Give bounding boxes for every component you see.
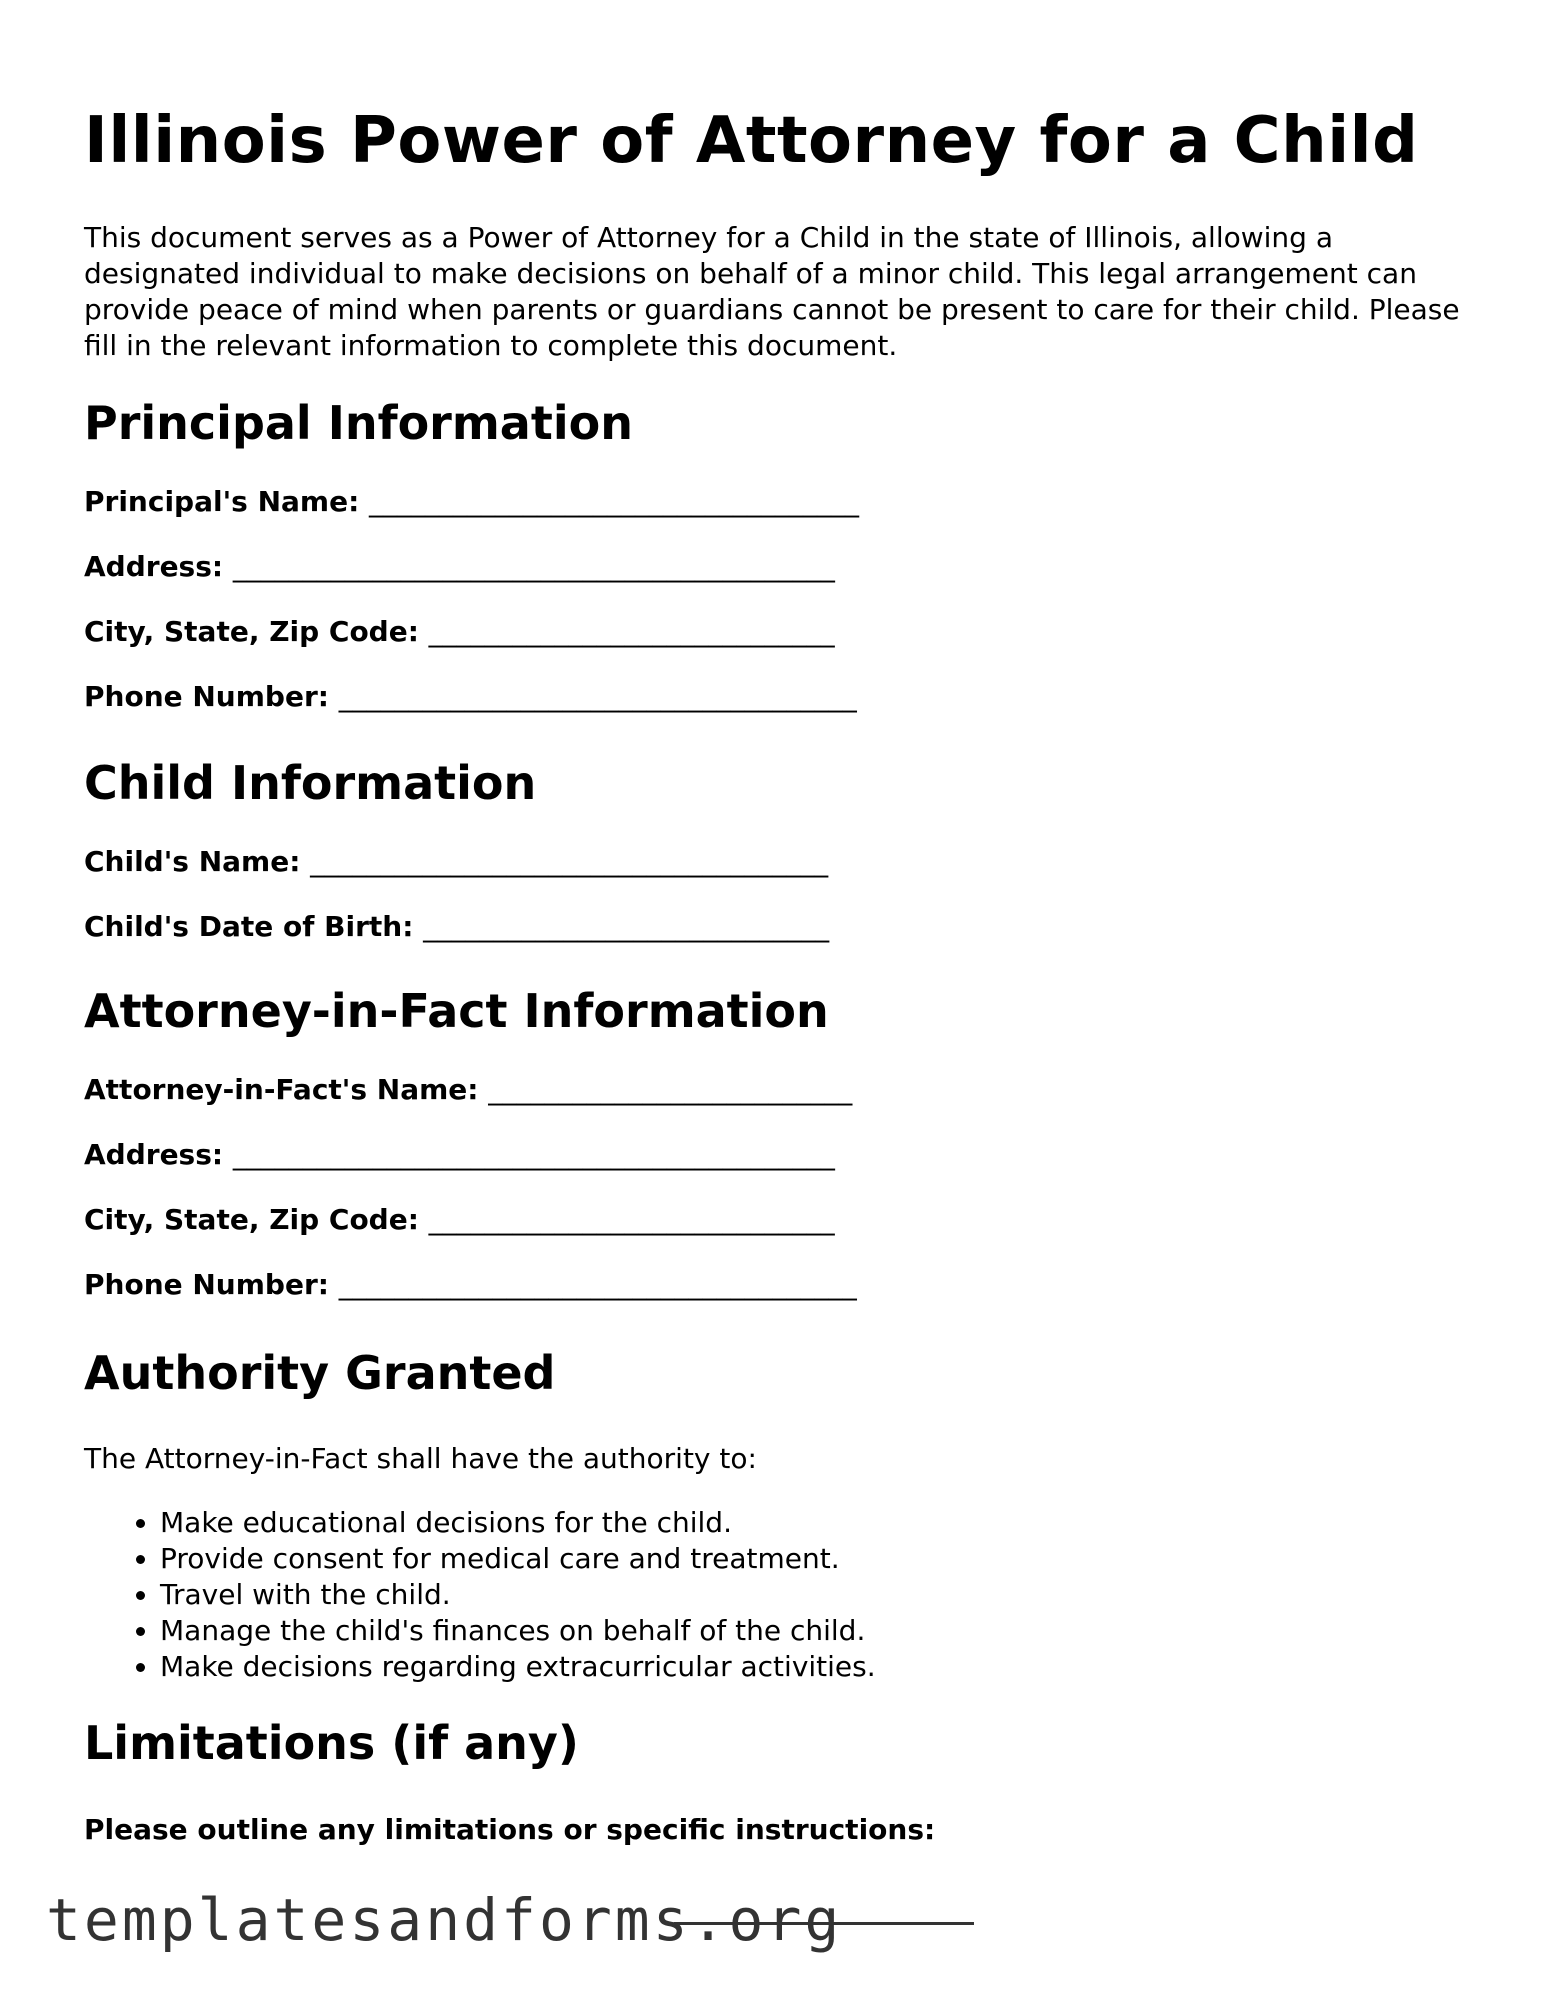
child-name-line[interactable]: _____________________________________ bbox=[310, 845, 829, 878]
principal-heading: Principal Information bbox=[84, 396, 633, 450]
principal-city-label: City, State, Zip Code: bbox=[84, 615, 419, 648]
authority-intro: The Attorney-in-Fact shall have the authority to: bbox=[84, 1442, 757, 1475]
principal-name-line[interactable]: ___________________________________ bbox=[369, 485, 860, 518]
attorney-phone-field[interactable] bbox=[84, 1267, 857, 1303]
list-item: • Make educational decisions for the child. bbox=[160, 1505, 876, 1541]
attorney-city-field[interactable] bbox=[84, 1202, 835, 1238]
principal-name-field[interactable] bbox=[84, 484, 859, 520]
child-dob-field[interactable] bbox=[84, 909, 829, 945]
list-item: • Manage the child's finances on behalf of the child. bbox=[160, 1613, 876, 1649]
list-item: • Make decisions regarding extracurricular activities. bbox=[160, 1649, 876, 1685]
child-heading: Child Information bbox=[84, 756, 537, 810]
watermark: templatesandforms.org bbox=[46, 1886, 843, 1954]
principal-phone-field[interactable] bbox=[84, 679, 857, 715]
attorney-heading: Attorney-in-Fact Information bbox=[84, 984, 829, 1038]
principal-city-line[interactable]: _____________________________ bbox=[428, 615, 835, 648]
attorney-phone-line[interactable]: _____________________________________ bbox=[338, 1268, 857, 1301]
principal-phone-label: Phone Number: bbox=[84, 680, 329, 713]
list-item: • Provide consent for medical care and treatment. bbox=[160, 1541, 876, 1577]
attorney-name-line[interactable]: __________________________ bbox=[488, 1073, 853, 1106]
document-title: Illinois Power of Attorney for a Child bbox=[84, 104, 1419, 178]
attorney-name-field[interactable] bbox=[84, 1072, 852, 1108]
principal-phone-line[interactable]: _____________________________________ bbox=[338, 680, 857, 713]
authority-heading: Authority Granted bbox=[84, 1346, 556, 1400]
child-name-label: Child's Name: bbox=[84, 845, 301, 878]
principal-address-field[interactable] bbox=[84, 549, 835, 585]
attorney-city-label: City, State, Zip Code: bbox=[84, 1203, 419, 1236]
principal-address-line[interactable]: ___________________________________________ bbox=[232, 550, 835, 583]
attorney-address-label: Address: bbox=[84, 1138, 224, 1171]
principal-name-label: Principal's Name: bbox=[84, 485, 360, 518]
list-item: • Travel with the child. bbox=[160, 1577, 876, 1613]
authority-list bbox=[84, 1505, 876, 1685]
attorney-name-label: Attorney-in-Fact's Name: bbox=[84, 1073, 479, 1106]
child-name-field[interactable] bbox=[84, 844, 828, 880]
attorney-phone-label: Phone Number: bbox=[84, 1268, 329, 1301]
intro-paragraph: This document serves as a Power of Attorney for a Child in the state of Illinois, allowing a designated individual to make decisions on behalf of a minor child. This legal arrangement can provide peace of mind when parents or guardians cannot be present to care for their child. Please fill in the relevant information to complete this document. bbox=[84, 221, 1460, 362]
limitations-prompt: Please outline any limitations or specific instructions: bbox=[84, 1813, 936, 1846]
attorney-address-field[interactable] bbox=[84, 1137, 835, 1173]
principal-address-label: Address: bbox=[84, 550, 224, 583]
child-dob-label: Child's Date of Birth: bbox=[84, 910, 414, 943]
limitations-heading: Limitations (if any) bbox=[84, 1716, 579, 1770]
attorney-city-line[interactable]: _____________________________ bbox=[428, 1203, 835, 1236]
attorney-address-line[interactable]: ___________________________________________ bbox=[232, 1138, 835, 1171]
principal-city-field[interactable] bbox=[84, 614, 835, 650]
child-dob-line[interactable]: _____________________________ bbox=[423, 910, 830, 943]
